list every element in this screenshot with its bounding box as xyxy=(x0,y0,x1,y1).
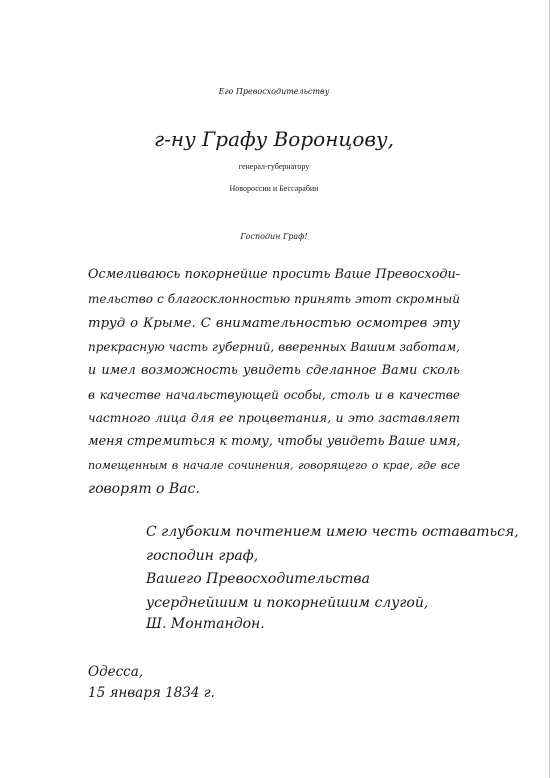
address-region: Новороссии и Бессарабии xyxy=(229,184,319,193)
signature: Ш. Монтандон. xyxy=(146,616,265,632)
body-line: помещенным в начале сочинения, говорящего о крае, где все xyxy=(88,459,460,472)
body-line: частного лица для ее процветания, и это заставляет xyxy=(88,411,460,425)
body-line: прекрасную часть губерний, вверенных Вашим заботам, xyxy=(88,340,460,354)
body-line: Осмеливаюсь покорнейше просить Ваше Превосходи- xyxy=(88,267,460,282)
salutation: Господин Граф! xyxy=(240,232,308,241)
body-line: тельство с благосклонностью принять этот скромный xyxy=(88,292,460,306)
body-line: труд о Крыме. С внимательностью осмотрев эту xyxy=(88,316,460,331)
address-honorific: Его Превосходительству xyxy=(218,87,330,96)
body-line: говорят о Вас. xyxy=(88,481,200,497)
place: Одесса, xyxy=(88,664,144,680)
closing-line: С глубоким почтением имею честь оставаться, xyxy=(146,524,519,540)
closing-line: Вашего Превосходительства xyxy=(146,571,370,587)
body-line: в качестве начальствующей особы, столь и в качестве xyxy=(88,388,460,402)
address-title: генерал-губернатору xyxy=(238,162,310,171)
closing-line: господин граф, xyxy=(146,548,259,564)
date: 15 января 1834 г. xyxy=(88,685,215,701)
body-line: меня стремиться к тому, чтобы увидеть Ваше имя, xyxy=(88,434,461,449)
address-name: г-ну Графу Воронцову, xyxy=(154,127,394,151)
body-line: и имел возможность увидеть сделанное Вами сколь xyxy=(88,363,460,378)
closing-line: усерднейшим и покорнейшим слугой, xyxy=(146,595,429,611)
